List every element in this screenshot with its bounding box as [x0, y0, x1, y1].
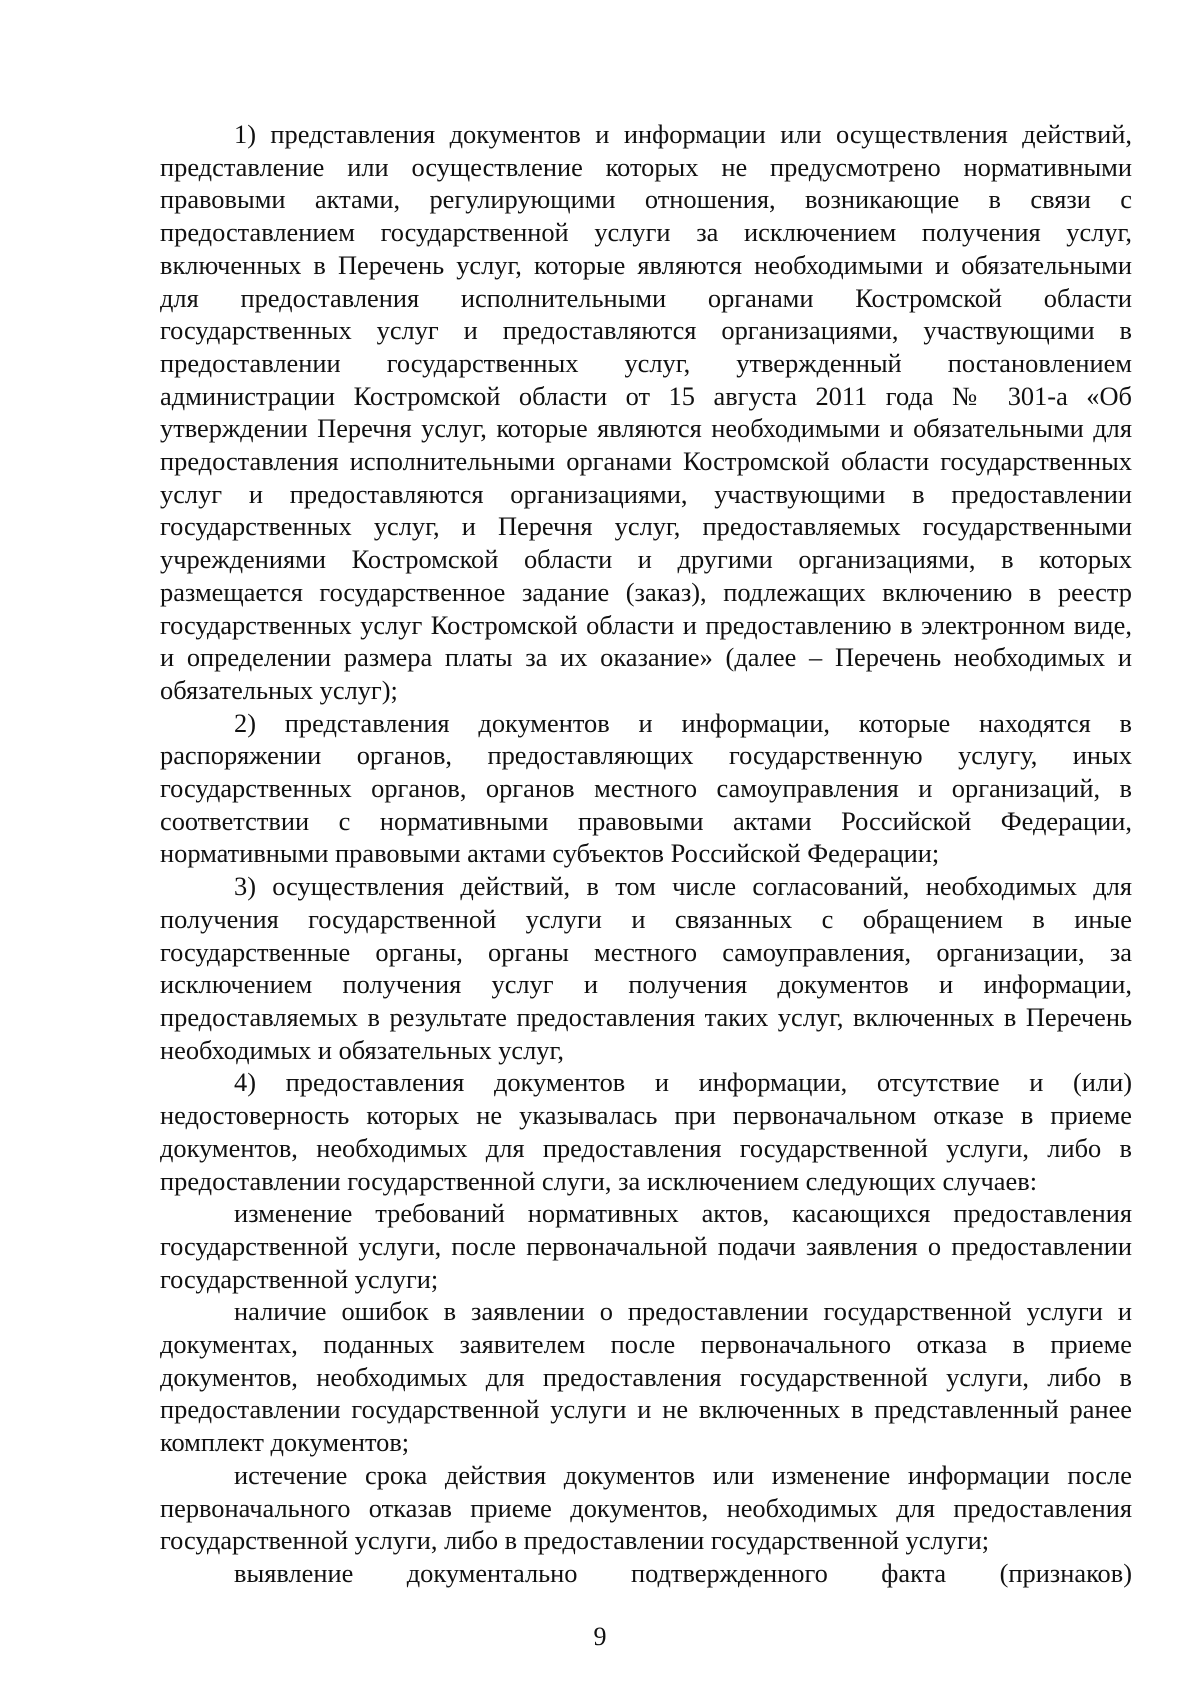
paragraph-item-2: 2) представления документов и информации, которые находятся в распоряжении органов, предоставляющих государственную услугу, иных государственных органов, органов местного самоуправления и организаций, в соответствии с нормативными правовыми актами Российской Федерации, нормативными правовыми актами субъектов Российской Федерации; [160, 707, 1132, 869]
paragraph-exception-4: выявление документально подтвержденного факта (признаков) [234, 1557, 1132, 1588]
paragraph-exception-2: наличие ошибок в заявлении о предоставлении государственной услуги и документах, поданных заявителем после первоначального отказа в приеме документов, необходимых для предоставления государственной услуги, либо в предоставлении государственной услуги и не включенных в представленный ранее комплект документов; [160, 1296, 1132, 1458]
paragraph-exception-1: изменение требований нормативных актов, касающихся предоставления государственной услуги, после первоначальной подачи заявления о предоставлении государственной услуги; [160, 1198, 1132, 1294]
paragraph-exception-3: истечение срока действия документов или изменение информации после первоначального отказав приеме документов, необходимых для предоставления государственной услуги, либо в предоставлении государственной услуги; [160, 1459, 1132, 1556]
paragraph-item-1: 1) представления документов и информации или осуществления действий, представление или осуществление которых не предусмотрено нормативными правовыми актами, регулирующими отношения, возникающие в связи с предоставлением государственной услуги за исключением получения услуг, включенных в Перечень услуг, которые являются необходимыми и обязательными для предоставления исполнительными органами Костромской области государственных услуг и предоставляются организациями, участвующими в предоставлении государственных услуг, утвержденный постановлением администрации Костромской области от 15 августа 2011 года № 301-а «Об утверждении Перечня услуг, которые являются необходимыми и обязательными для предоставления исполнительными органами Костромской области государственных услуг и предоставляются организациями, участвующими в предоставлении государственных услуг, и Перечня услуг, предоставляемых государственными учреждениями Костромской области и другими организациями, в которых размещается государственное задание (заказ), подлежащих включению в реестр государственных услуг Костромской области и предоставлению в электронном виде, и определении размера платы за их оказание» (далее – Перечень необходимых и обязательных услуг); [160, 119, 1132, 705]
paragraph-item-4: 4) предоставления документов и информации, отсутствие и (или) недостоверность которых не указывалась при первоначальном отказе в приеме документов, необходимых для предоставления государственной услуги, либо в предоставлении государственной слуги, за исключением следующих случаев: [160, 1067, 1132, 1196]
page-number: 9 [593, 1622, 607, 1651]
body-text [160, 118, 1132, 1590]
paragraph-item-3: 3) осуществления действий, в том числе согласований, необходимых для получения государственной услуги и связанных с обращением в иные государственные органы, органы местного самоуправления, организации, за исключением получения услуг и получения документов и информации, предоставляемых в результате предоставления таких услуг, включенных в Перечень необходимых и обязательных услуг, [160, 871, 1132, 1065]
